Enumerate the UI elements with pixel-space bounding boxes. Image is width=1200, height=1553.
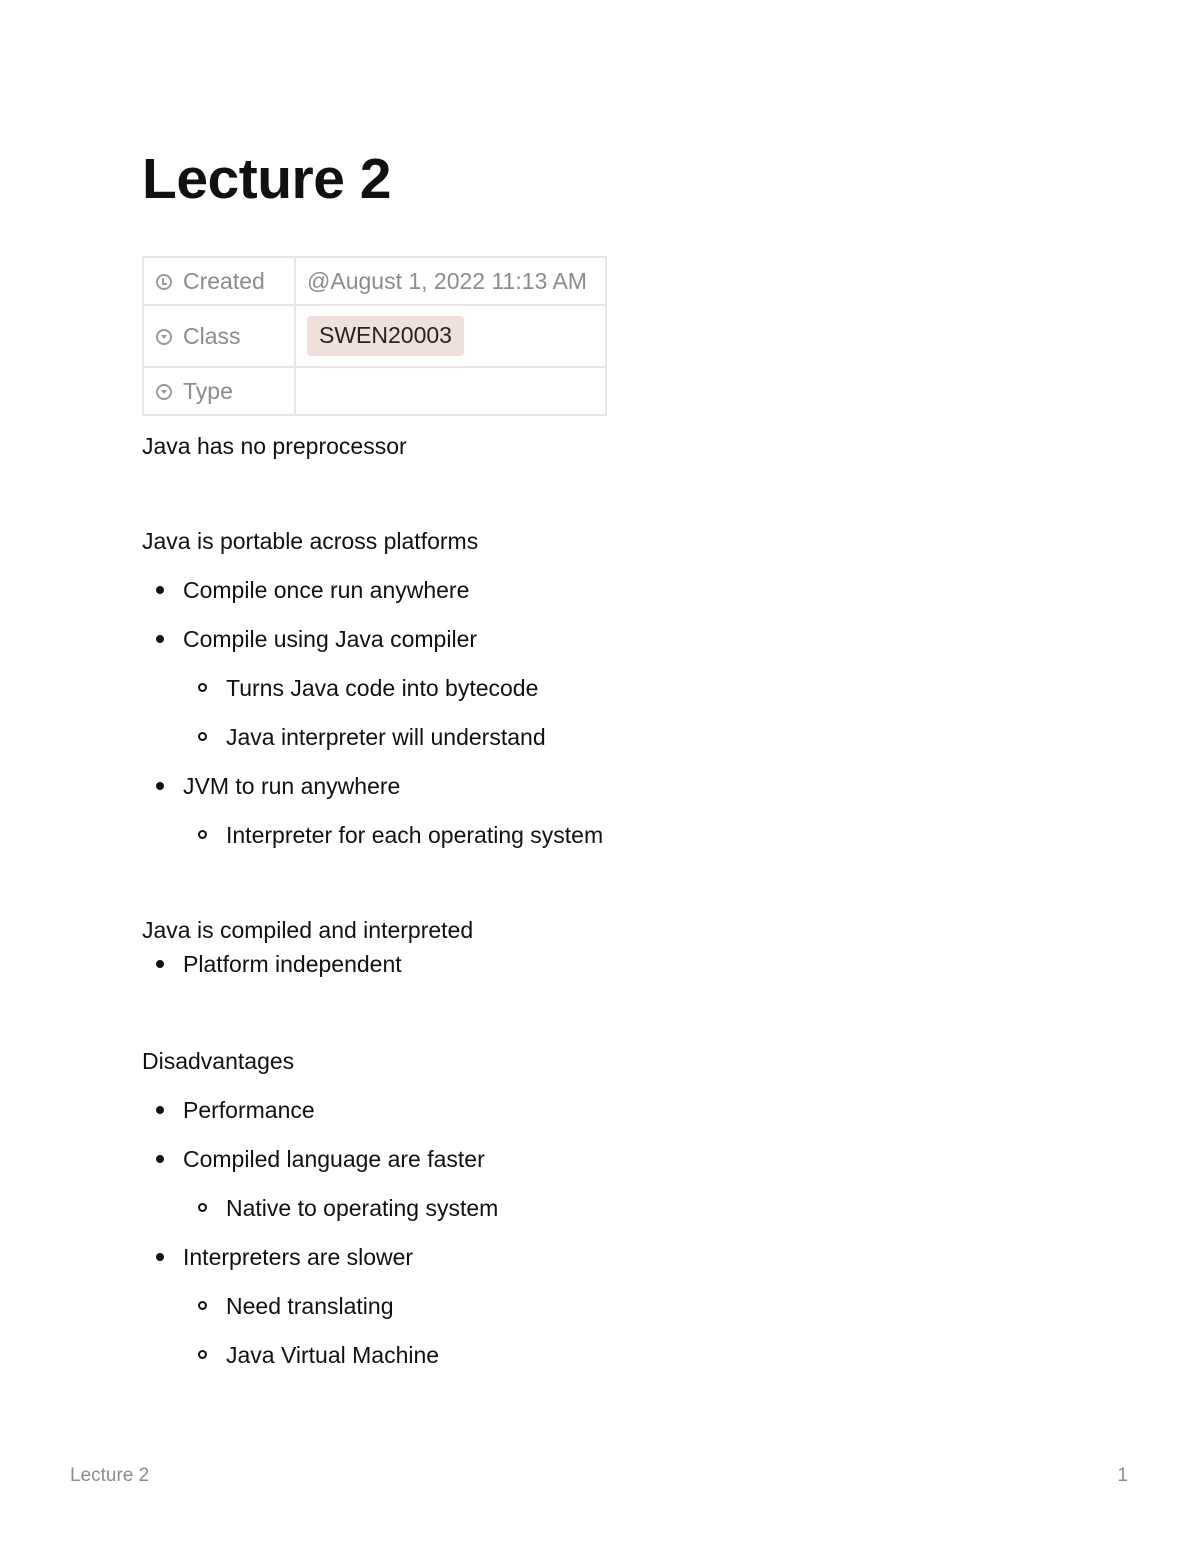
hollow-bullet-icon [198,1203,207,1212]
property-value-created[interactable]: @August 1, 2022 11:13 AM [295,257,606,305]
list-item: Compile using Java compiler Turns Java code into bytecode Java interpreter will understand [142,621,1042,755]
bullet-icon [156,1253,164,1261]
bullet-icon [156,960,164,968]
bullet-list [142,946,1042,982]
bullet-icon [156,1106,164,1114]
property-key-class [143,305,295,367]
bullet-icon [156,635,164,643]
property-row-type [143,367,606,415]
sub-list-item: Need translating [183,1288,1042,1324]
properties-table [142,256,607,416]
paragraph: Disadvantages [142,1048,295,1074]
bullet-icon [156,1155,164,1163]
property-row-class [143,305,606,367]
hollow-bullet-icon [198,1301,207,1310]
sub-list-item: Turns Java code into bytecode [183,670,1042,706]
list-item: Compiled language are faster Native to operating system [142,1141,1042,1226]
clock-icon [156,274,172,290]
bullet-list [142,572,1042,853]
type-label: Type [183,377,233,404]
select-icon [156,384,172,400]
bullet-icon [156,586,164,594]
hollow-bullet-icon [198,683,207,692]
property-value-type[interactable] [295,367,606,415]
footer-page-number: 1 [1117,1465,1128,1486]
property-key-type [143,367,295,415]
hollow-bullet-icon [198,830,207,839]
class-label: Class [183,322,241,349]
paragraph: Java has no preprocessor [142,433,407,459]
page-title: Lecture 2 [142,147,391,211]
list-item: Interpreters are slower Need translating Java Virtual Machine [142,1239,1042,1373]
sub-list-item: Native to operating system [183,1190,1042,1226]
sub-bullet-list [183,670,1042,755]
class-tag[interactable]: SWEN20003 [307,316,464,356]
paragraph: Java is portable across platforms [142,528,479,554]
footer-title: Lecture 2 [70,1465,150,1486]
bullet-list [142,1092,1042,1373]
list-item: JVM to run anywhere Interpreter for each operating system [142,768,1042,853]
page-content [142,428,1042,1373]
hollow-bullet-icon [198,732,207,741]
list-item: Platform independent [142,946,1042,982]
select-icon [156,329,172,345]
sub-list-item: Java Virtual Machine [183,1337,1042,1373]
list-item: Performance [142,1092,1042,1128]
paragraph: Java is compiled and interpreted [142,917,474,943]
sub-list-item: Interpreter for each operating system [183,817,1042,853]
sub-bullet-list [183,1288,1042,1373]
property-value-class[interactable] [295,305,606,367]
sub-bullet-list [183,1190,1042,1226]
sub-list-item: Java interpreter will understand [183,719,1042,755]
created-label: Created [183,267,265,294]
hollow-bullet-icon [198,1350,207,1359]
property-row-created [143,257,606,305]
property-key-created [143,257,295,305]
list-item: Compile once run anywhere [142,572,1042,608]
sub-bullet-list [183,817,1042,853]
bullet-icon [156,782,164,790]
